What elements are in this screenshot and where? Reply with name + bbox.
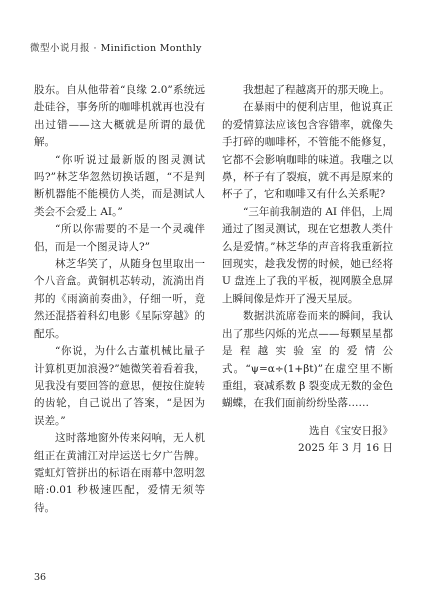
running-header [30,40,202,54]
paragraph: “你说，为什么古董机械比量子计算机更加浪漫?”她微笑着看着我，见我没有要回答的意思，便按住旋转的齿轮，自己说出了答案，“是因为误差。” [34,345,205,427]
paragraph: “三年前我制造的 AI 伴侣，上周通过了图灵测试，现在它想教人类什么是爱情。”林芝华的声音将我重新拉回现实，趁我发愣的时候，她已经将 U 盘连上了我的平板，视网膜全息屏上瞬间像是炸开了漫天星辰。 [222,205,393,305]
paragraph: 数据洪流席卷而来的瞬间，我认出了那些闪烁的光点——每颗星星都是程越实验室的爱情公式。“ψ=α÷(1+βt)”在虚空里不断重组，衰减系数 β 裂变成无数的金色蝴蝶，在我们面前纷纷坠落…… [222,310,393,410]
paragraph: 林芝华笑了，从随身包里取出一个八音盒。黄铜机芯转动，流淌出肖邦的《雨滴前奏曲》，仔细一听，竟然还混搭着科幻电影《星际穿越》的配乐。 [34,258,205,340]
header-separator: · [93,43,98,54]
publication-date: 2025 年 3 月 16 日 [298,441,393,454]
page-number: 36 [34,572,47,583]
magazine-title-en: Minifiction Monthly [100,43,202,54]
paragraph: 在暴雨中的便利店里，他说真正的爱情算法应该包含容错率，就像失手打碎的咖啡杯，不管能不能修复，它都不会影响咖啡的味道。我嗤之以鼻，杯子有了裂痕，就不再是原来的杯子了，它和咖啡又有什么关系呢? [222,101,393,201]
source-credit: 选自《宝安日报》 [309,424,393,437]
right-column [222,82,393,457]
paragraph: 这时落地窗外传来闷响，无人机组正在黄浦江对岸运送七夕广告牌。霓虹灯管拼出的标语在雨幕中忽明忽暗:0.01 秒极速匹配，爱情无须等待。 [34,432,205,514]
magazine-title-cn: 微型小说月报 [30,43,91,54]
paragraph: 股东。自从他带着“良缘 2.0”系统远赴硅谷，事务所的咖啡机就再也没有出过错——这大概就是所谓的最优解。 [34,84,205,149]
left-column [34,82,205,517]
paragraph: “你听说过最新版的图灵测试吗?”林芝华忽然切换话题，“不是判断机器能不能模仿人类，而是测试人类会不会爱上 AI。” [34,153,205,218]
paragraph: 我想起了程越离开的那天晚上。 [243,84,390,96]
paragraph: “所以你需要的不是一个灵魂伴侣，而是一个图灵诗人?” [34,223,205,253]
